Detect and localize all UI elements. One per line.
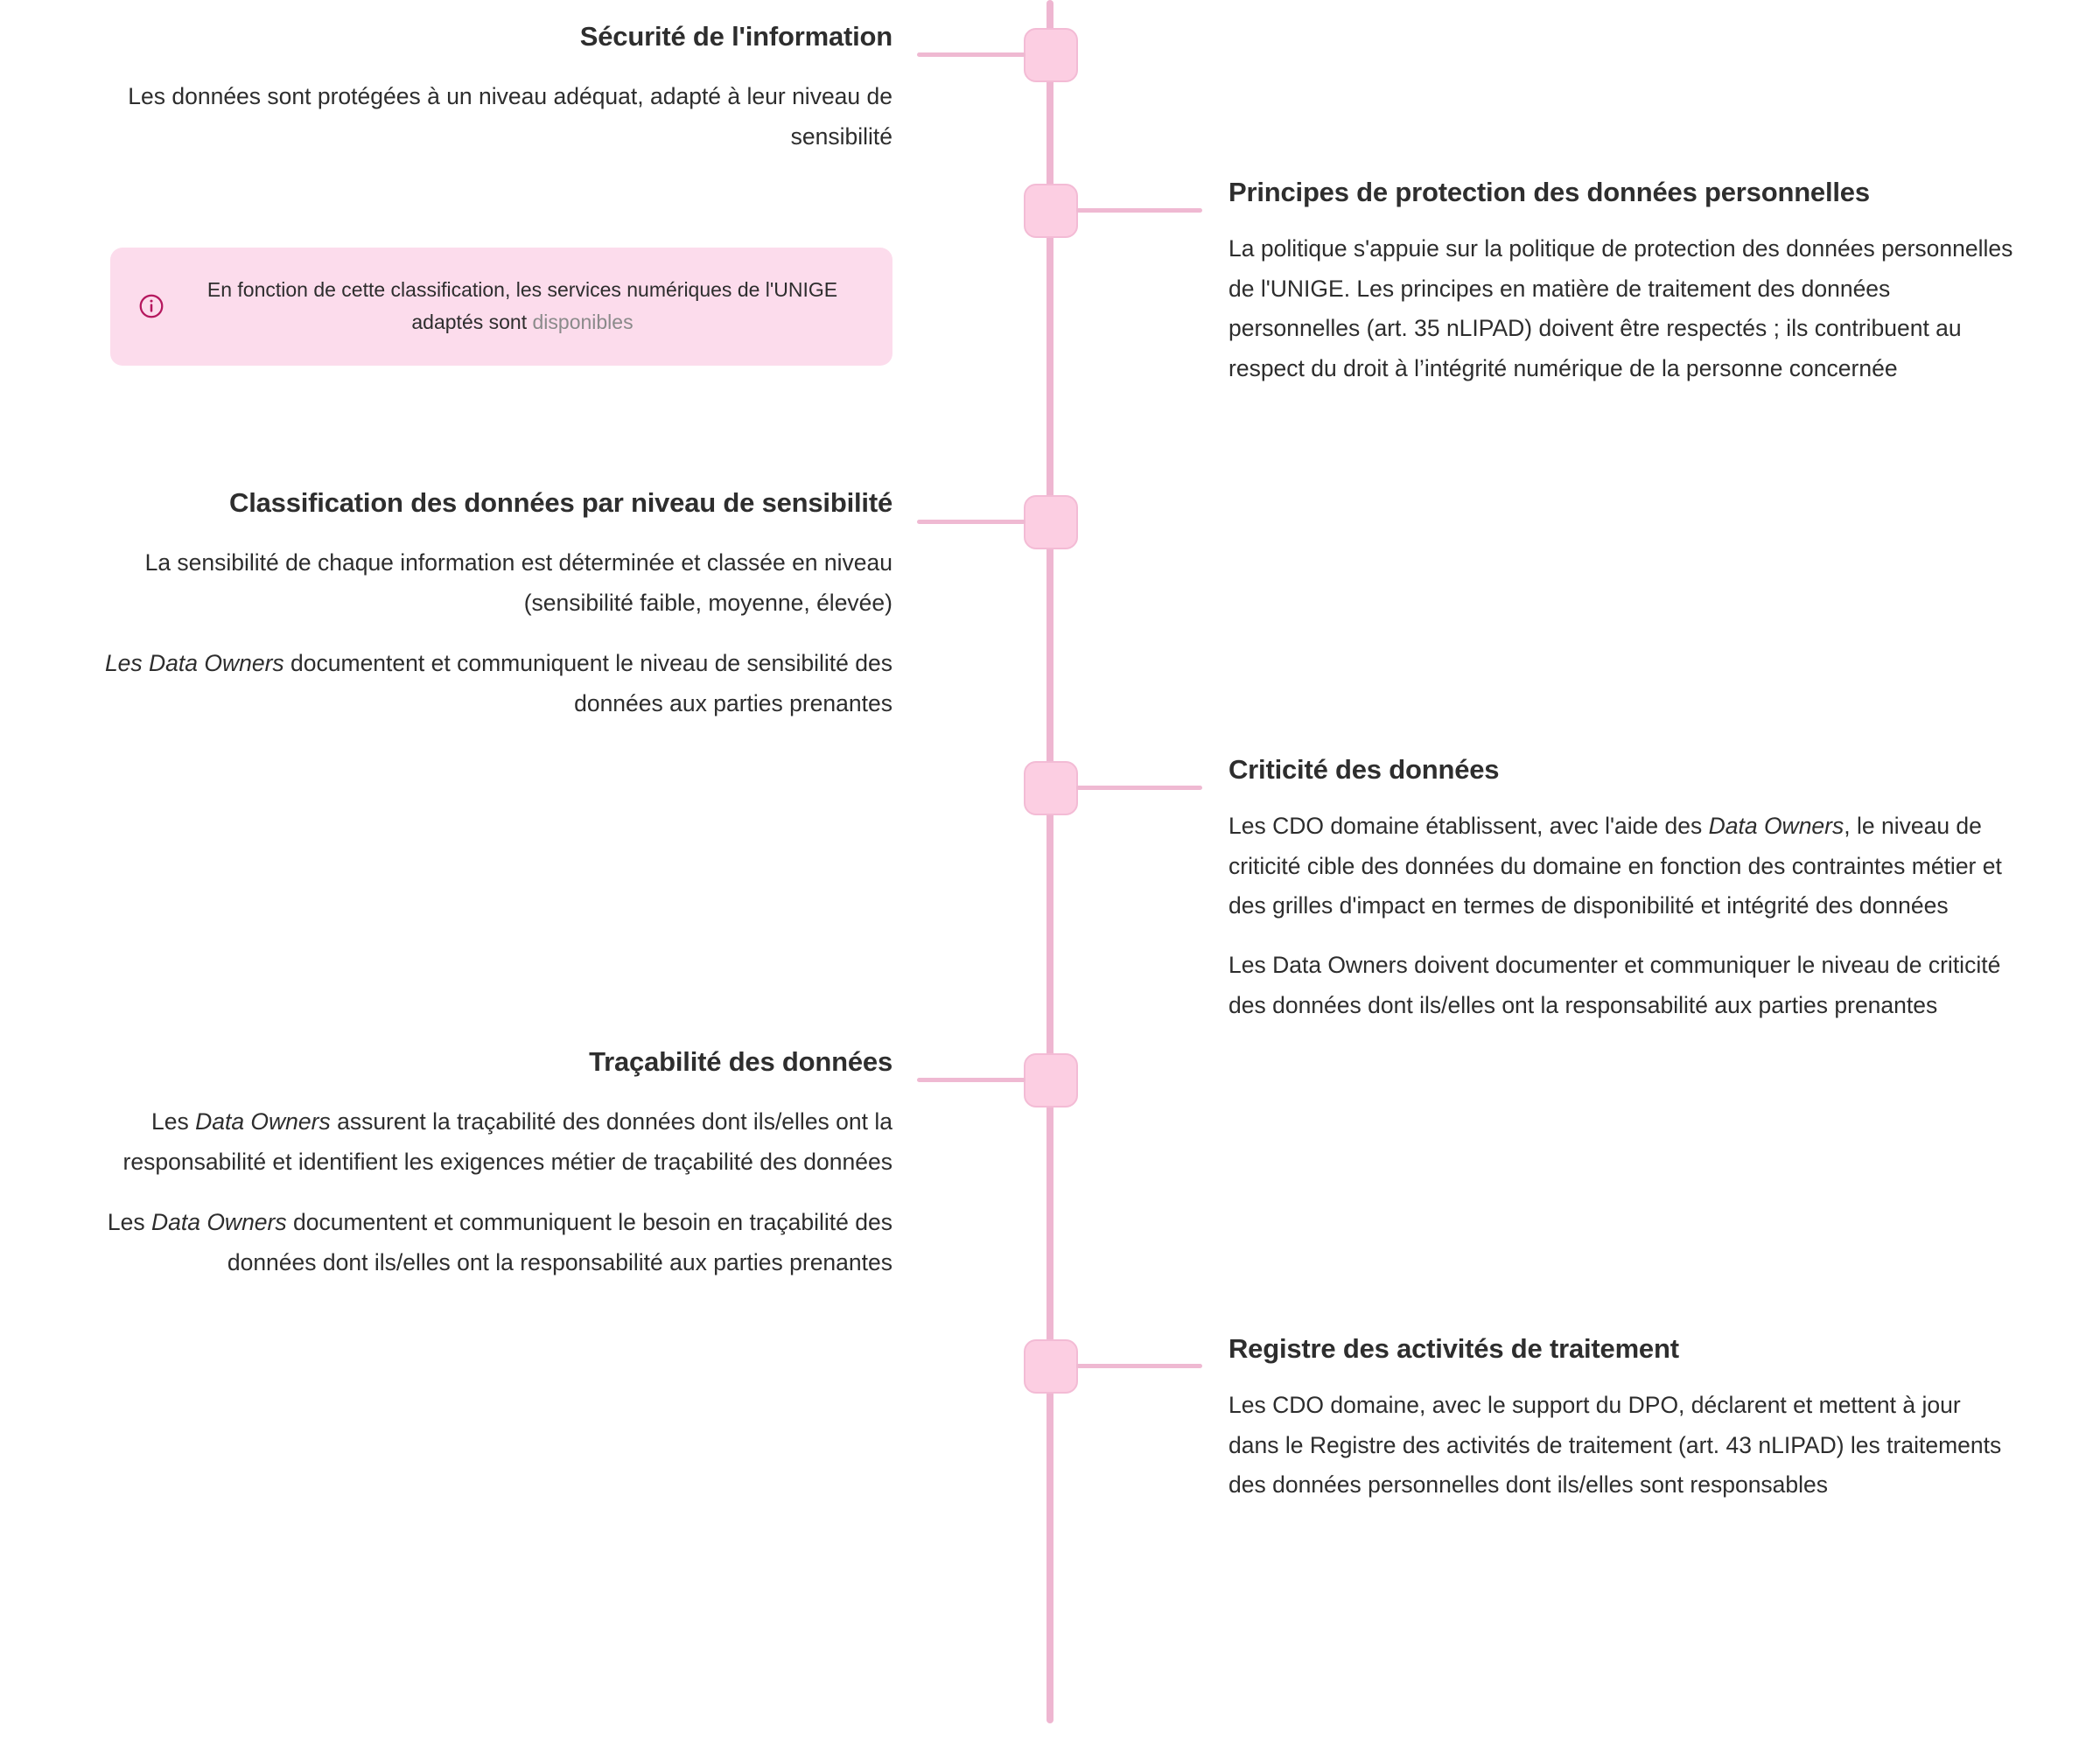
paragraph-part: Les bbox=[150, 1108, 196, 1136]
timeline-spine bbox=[1046, 0, 1054, 1723]
item-title: Classification des données par niveau de sensibilité bbox=[229, 487, 892, 518]
item-paragraph: Les Data Owners doivent documenter et communiquer le niveau de criticité des données dont ils/elles ont la responsabilité aux parties prenantes bbox=[1228, 952, 2001, 1018]
item-paragraph: La politique s'appuie sur la politique de protection des données personnelles de l'UNIGE. Les principes en matière de traitement des données personnelles (art. 35 nLIPAD) doivent être respectés ; ils contribuent au respect du droit à l’intégrité numérique de la personne concernée bbox=[1228, 235, 2013, 382]
item-title: Principes de protection des données personnelles bbox=[1228, 177, 1870, 207]
timeline-node-2[interactable] bbox=[1024, 184, 1078, 238]
emphasis-data-owners: Les Data Owners bbox=[104, 650, 284, 677]
timeline-item-1 bbox=[70, 19, 892, 157]
timeline-node-4[interactable] bbox=[1024, 761, 1078, 815]
emphasis-data-owners: Data Owners bbox=[195, 1108, 331, 1136]
timeline-node-6[interactable] bbox=[1024, 1339, 1078, 1394]
timeline-item-3 bbox=[70, 486, 892, 724]
timeline-connector-4 bbox=[1076, 786, 1202, 790]
emphasis-data-owners: Data Owners bbox=[150, 1209, 287, 1236]
paragraph-part: Les bbox=[107, 1209, 151, 1236]
paragraph-rest: documentent et communiquent le besoin en traçabilité des données dont ils/elles ont la responsabilité aux parties prenantes bbox=[227, 1209, 892, 1276]
paragraph-rest: documentent et communiquent le niveau de sensibilité des données aux parties prenantes bbox=[284, 650, 892, 717]
timeline-connector-2 bbox=[1076, 208, 1202, 213]
timeline-node-1[interactable] bbox=[1024, 28, 1078, 82]
timeline-item-4 bbox=[1228, 752, 2016, 1025]
timeline-item-2 bbox=[1228, 175, 2016, 389]
item-paragraph: Les données sont protégées à un niveau adéquat, adapté à leur niveau de sensibilité bbox=[128, 83, 892, 150]
paragraph-rest: assurent la traçabilité des données dont ils/elles ont la responsabilité et identifient les exigences métier de traçabilité des données bbox=[122, 1108, 892, 1175]
item-paragraph: La sensibilité de chaque information est déterminée et classée en niveau (sensibilité faible, moyenne, élevée) bbox=[144, 549, 892, 616]
item-title: Criticité des données bbox=[1228, 754, 1500, 785]
callout-text-before: En fonction de cette classification, les services numériques de l'UNIGE adaptés sont bbox=[206, 278, 838, 334]
item-title: Registre des activités de traitement bbox=[1228, 1333, 1679, 1364]
timeline-item-6 bbox=[1228, 1331, 2016, 1506]
item-paragraph bbox=[70, 1102, 892, 1182]
timeline-node-3[interactable] bbox=[1024, 495, 1078, 549]
info-callout bbox=[110, 248, 892, 366]
paragraph-rest: , le niveau de criticité cible des données du domaine en fonction des contraintes métier et des grilles d'impact en termes de disponibilité et intégrité des données bbox=[1228, 813, 2002, 919]
item-paragraph: Les CDO domaine, avec le support du DPO, déclarent et mettent à jour dans le Registre des activités de traitement (art. 43 nLIPAD) les traitements des données personnelles dont ils/elles sont responsables bbox=[1228, 1392, 2002, 1499]
timeline-connector-1 bbox=[917, 52, 1026, 57]
timeline-connector-6 bbox=[1076, 1364, 1202, 1368]
timeline-connector-5 bbox=[917, 1078, 1026, 1082]
info-circle-icon bbox=[136, 291, 166, 321]
info-callout-text bbox=[189, 274, 861, 339]
item-title: Sécurité de l'information bbox=[579, 21, 892, 52]
item-paragraph bbox=[70, 644, 892, 723]
callout-link[interactable]: disponibles bbox=[532, 311, 634, 334]
item-paragraph bbox=[1228, 807, 2016, 926]
emphasis-data-owners: Data Owners bbox=[1708, 813, 1844, 840]
paragraph-part: Les CDO domaine établissent, avec l'aide des bbox=[1228, 813, 1709, 840]
item-title: Traçabilité des données bbox=[589, 1046, 892, 1077]
timeline-connector-3 bbox=[917, 520, 1026, 524]
timeline-node-5[interactable] bbox=[1024, 1053, 1078, 1108]
timeline-item-5 bbox=[70, 1045, 892, 1283]
item-paragraph bbox=[70, 1203, 892, 1282]
